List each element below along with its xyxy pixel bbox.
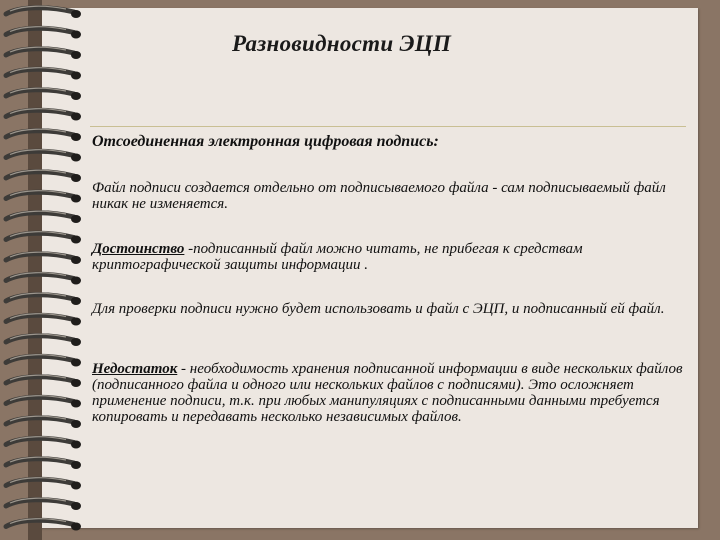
spiral-ring (6, 355, 81, 367)
spiral-ring (6, 68, 81, 80)
spiral-ring (6, 170, 81, 182)
spiral-ring (6, 478, 81, 490)
spiral-ring (6, 375, 81, 387)
paragraph-verification: Для проверки подписи нужно будет использовать и файл с ЭЦП, и подписанный ей файл. (92, 301, 665, 317)
paragraph-description: Файл подписи создается отдельно от подписываемого файла - сам подписываемый файл никак не изменяется. (92, 180, 666, 212)
spiral-ring (6, 109, 81, 121)
spiral-ring (6, 498, 81, 510)
spiral-ring (6, 416, 81, 428)
spiral-ring (6, 334, 81, 346)
spiral-ring (6, 47, 81, 59)
title-divider (90, 126, 686, 127)
spiral-ring (6, 252, 81, 264)
disadvantage-keyword: Недостаток (92, 361, 178, 377)
spiral-ring (6, 129, 81, 141)
spiral-ring (6, 6, 81, 18)
spiral-ring (6, 273, 81, 285)
section-subheading: Отсоединенная электронная цифровая подпись: (92, 133, 439, 150)
spiral-ring (6, 211, 81, 223)
slide-title: Разновидности ЭЦП (232, 31, 452, 56)
spiral-ring (6, 232, 81, 244)
spiral-binding (0, 0, 90, 540)
spiral-ring (6, 314, 81, 326)
spiral-ring (6, 437, 81, 449)
spiral-ring (6, 293, 81, 305)
spiral-ring (6, 519, 81, 531)
paragraph-disadvantage (92, 361, 692, 425)
spiral-ring (6, 150, 81, 162)
spiral-ring (6, 88, 81, 100)
spiral-ring (6, 27, 81, 39)
spiral-ring (6, 457, 81, 469)
advantage-keyword: Достоинство (92, 241, 185, 257)
spiral-ring (6, 396, 81, 408)
disadvantage-text: - необходимость хранения подписанной информации в виде нескольких файлов (подписанного файла и одного или нескольких файлов с подписями). Это осложняет применение подписи, т.к. при любых манипуляциях с подписанными данными требуется копировать и передавать несколько независимых файлов. (92, 361, 683, 425)
advantage-text: -подписанный файл можно читать, не прибегая к средствам криптографической защиты информации . (92, 241, 583, 273)
paragraph-advantage (92, 241, 692, 273)
spiral-ring (6, 191, 81, 203)
